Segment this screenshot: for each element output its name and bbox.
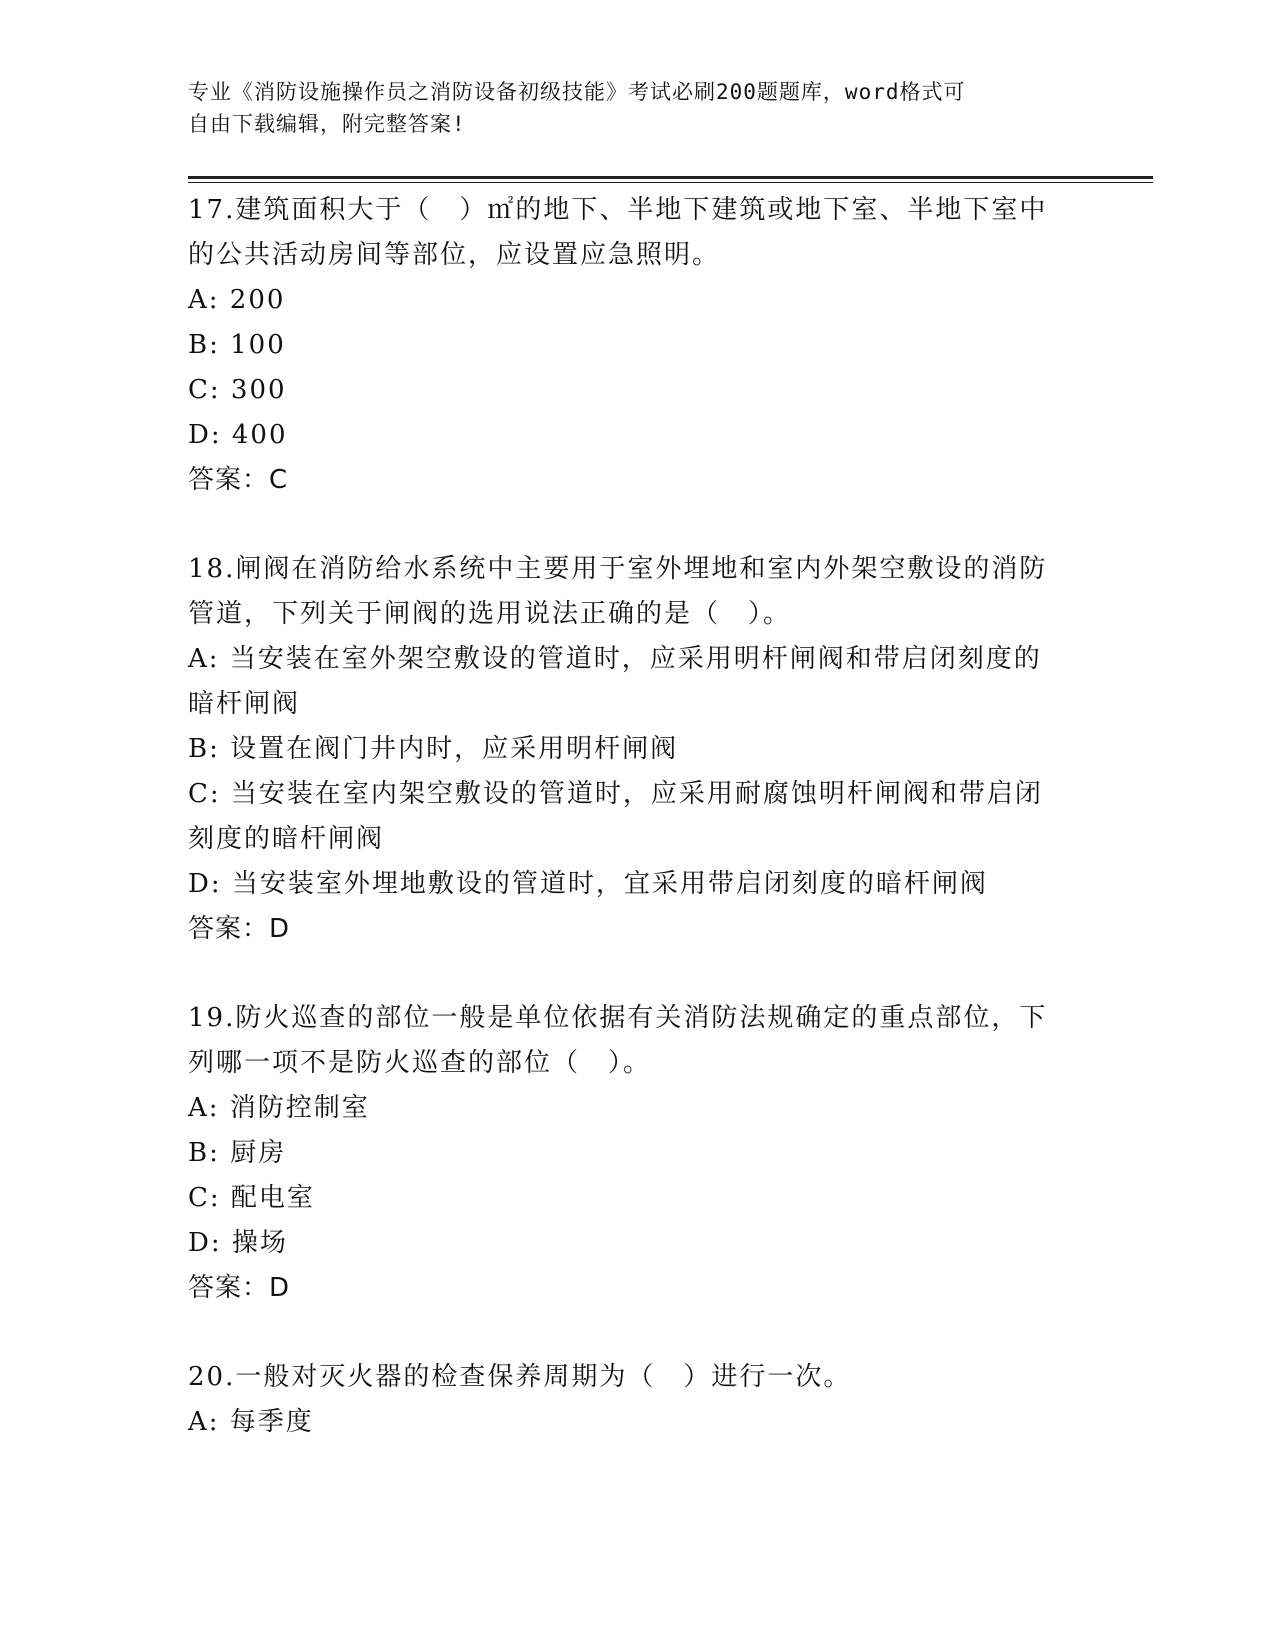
answer: 答案：C — [188, 465, 289, 495]
option-a: A: 每季度 — [188, 1407, 314, 1437]
option-c: C: 300 — [188, 375, 287, 405]
question-19 — [188, 996, 1068, 1311]
question-text: 20.一般对灭火器的检查保养周期为（ ）进行一次。 — [188, 1362, 852, 1392]
header-line-2: 自由下载编辑，附完整答案! — [188, 112, 466, 136]
option-a: A: 当安装在室外架空敷设的管道时，应采用明杆闸阀和带启闭刻度的 — [188, 644, 1042, 674]
question-text: 17.建筑面积大于（ ）㎡的地下、半地下建筑或地下室、半地下室中 — [188, 195, 1048, 225]
question-18 — [188, 547, 1068, 952]
option-c-continued: 刻度的暗杆闸阀 — [188, 824, 385, 854]
option-b: B: 100 — [188, 330, 286, 360]
question-text: 19.防火巡查的部位一般是单位依据有关消防法规确定的重点部位，下 — [188, 1003, 1048, 1033]
document-header — [188, 76, 1068, 140]
option-b: B: 设置在阀门井内时，应采用明杆闸阀 — [188, 734, 679, 764]
option-d: D: 操场 — [188, 1228, 288, 1258]
header-line-1: 专业《消防设施操作员之消防设备初级技能》考试必刷200题题库，word格式可 — [188, 80, 966, 104]
question-20 — [188, 1355, 1068, 1445]
header-rule-thin — [188, 182, 1153, 183]
option-d: D: 400 — [188, 420, 288, 450]
option-a-continued: 暗杆闸阀 — [188, 689, 301, 719]
question-text: 的公共活动房间等部位，应设置应急照明。 — [188, 240, 721, 270]
answer: 答案：D — [188, 1273, 291, 1303]
question-17 — [188, 188, 1068, 503]
option-b: B: 厨房 — [188, 1138, 287, 1168]
question-text: 18.闸阀在消防给水系统中主要用于室外埋地和室内外架空敷设的消防 — [188, 554, 1048, 584]
question-list — [188, 188, 1068, 1489]
option-d: D: 当安装室外埋地敷设的管道时，宜采用带启闭刻度的暗杆闸阀 — [188, 869, 988, 899]
option-a: A: 消防控制室 — [188, 1093, 370, 1123]
option-a: A: 200 — [188, 285, 286, 315]
question-text: 管道，下列关于闸阀的选用说法正确的是（ ）。 — [188, 599, 792, 629]
header-rule-thick — [188, 176, 1153, 179]
option-c: C: 配电室 — [188, 1183, 315, 1213]
question-text: 列哪一项不是防火巡查的部位（ ）。 — [188, 1048, 652, 1078]
option-c: C: 当安装在室内架空敷设的管道时，应采用耐腐蚀明杆闸阀和带启闭 — [188, 779, 1043, 809]
answer: 答案：D — [188, 914, 291, 944]
